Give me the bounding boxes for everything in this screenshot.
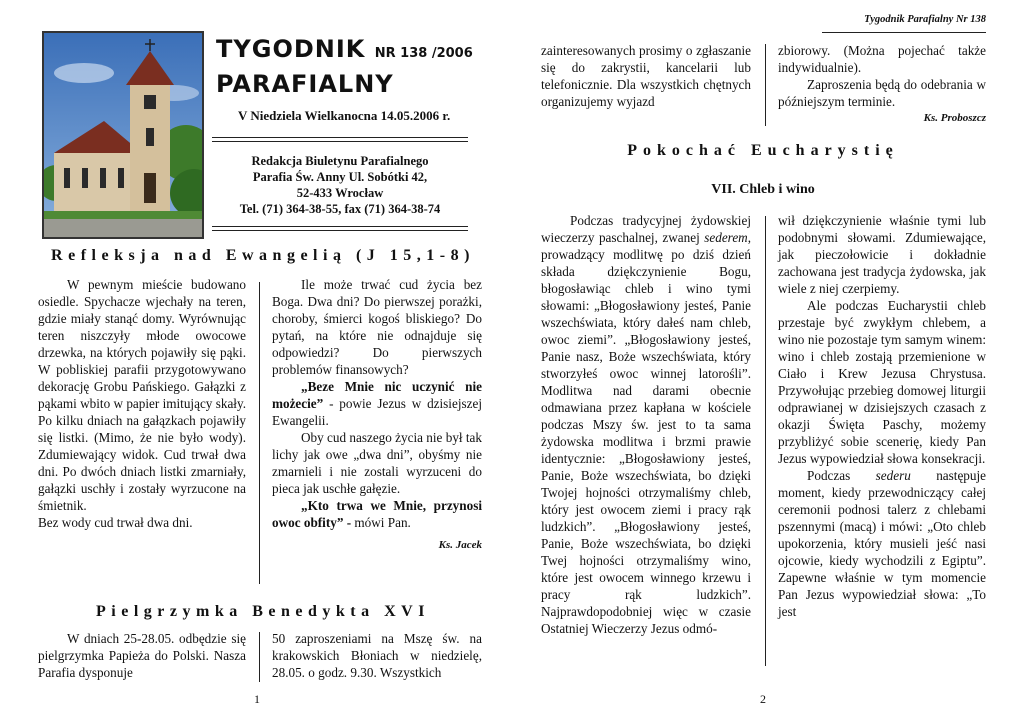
editorial-line-2: Parafia Św. Anny Ul. Sobótki 42, [252, 170, 428, 184]
page-number-1: 1 [254, 692, 260, 706]
pilgrimage-paragraph-2: 50 zaproszeniami na Mszę św. na krakowskich Błoniach w niedzielę, 28.05. o godz. 9.30. Wszystkich [272, 631, 482, 680]
reflection-paragraph-2: Bez wody cud trwał dwa dni. [38, 515, 193, 530]
reflection-paragraph-1: W pewnym mieście budowano osiedle. Spychacze wjechały na teren, gdzie miały stanąć domy. Wyrównując teren niszczyły młode owocowe drzewka, na których pojawiły się pąki. W pobliskiej parafii przygotowywano dekorację Grobu Pańskiego. Gałązki z pąkami wbito w papier imitujący skały. Po kilku dniach na gałązkach pojawiły się listki. (Mimo, że nie było wody). Zdumiewający widok. Cud trwał dwa dni. Po dwóch dniach listki zmarniały, gałązki uschły i zostały wyrzucone na śmietnik. [38, 277, 246, 513]
article-subtitle: VII. Chleb i wino [711, 182, 815, 197]
quote-bold-2: „Kto trwa we Mnie, przynosi owoc obfity” - [272, 498, 482, 530]
church-photo [42, 31, 204, 239]
reflection-col2-paragraph-4 [272, 497, 482, 531]
quote-bold-1: „Beze Mnie nic uczynić nie możecie” [272, 379, 482, 411]
column-rule-left-1 [259, 282, 260, 584]
quote-rest-2: mówi Pan. [351, 515, 411, 530]
reflection-col2-paragraph-2 [272, 378, 482, 429]
article-col2-paragraph-2: Ale podczas Eucharystii chleb przestaje być zwykłym chlebem, a wino nie pozostaje tym samym winem: wino i chleb zostają przemienione w Ciało i Krew Jezusa Chrystusa. Przywołując przebieg domowej liturgii odprawianej w dzisiejszych czasach z okazji Święta Paschy, możemy przybliżyć sobie scenerię, kiedy Pan Jezus wypowiedział słowa konsekracji. [778, 298, 986, 466]
article-title: Pokochać Eucharystię [627, 142, 899, 159]
running-header: Tygodnik Parafialny Nr 138 [864, 14, 986, 25]
article-paragraph-1 [541, 212, 751, 637]
column-rule-right-main [765, 216, 766, 666]
top-column-2 [778, 42, 986, 127]
pilgrimage-column-1 [38, 630, 246, 681]
column-rule-right-top [765, 44, 766, 126]
article-col2-paragraph-1: wił dziękczynienie właśnie tymi lub podobnymi słowami. Zdumiewające, jak pieczołowicie i dokładnie zachowana jest tradycja żydowska, jak wiele z niej czerpiemy. [778, 213, 986, 296]
running-header-rule [822, 32, 986, 33]
article-text-b: , prowadzący modlitwę po dziś dzień składa dziękczynienie Bogu, błogosławiąc chleb i wino tymi słowami: „Błogosławiony jesteś, Panie wszechświata, który dałeś nam chleb, owoc ziemi”. „Błogosławiony jesteś, Panie nasz, Boże wszechświata, który stworzyłeś owoc winnej latorośli”. Modlitwa nad darami obecnie odmawiana przez kapłana w kościele podczas Mszy św. jest to ta sama żydowska modlitwa i brzmi prawie identycznie: „Błogosławiony jesteś, Panie, Boże wszechświata, bo dzięki Twojej hojności otrzymaliśmy chleb, który jest owocem ziemi i pracy rąk ludzkich”. „Błogosławiony jesteś, Panie, Boże wszechświata, bo dzięki Twej hojności otrzymaliśmy wino, które jest owocem winnego krzewu i pracy rąk ludzkich”. Najprawdopodobniej więc w czasie Ostatniej Wieczerzy Jezus odmó- [541, 230, 751, 636]
pilgrimage-column-2 [272, 630, 482, 681]
issue-number: NR 138 /2006 [374, 46, 473, 61]
top-paragraph-1: zainteresowanych prosimy o zgłaszanie się do zakrystii, kancelarii lub telefonicznie. Dla wszystkich chętnych organizujemy wyjazd [541, 43, 751, 109]
quote-rest-1: - powie Jezus w dzisiejszej Ewangelii. [272, 396, 482, 428]
section-title-pilgrimage: Pielgrzymka Benedykta XVI [96, 603, 430, 620]
top-paragraph-2: zbiorowy. (Można pojechać także indywidualnie). [778, 43, 986, 75]
pilgrimage-paragraph-1: W dniach 25-28.05. odbędzie się pielgrzymka Papieża do Polski. Nasza Parafia dysponuje [38, 631, 246, 680]
editorial-line-3: 52-433 Wrocław [296, 186, 384, 200]
editorial-info [214, 153, 466, 217]
section-title-reflection: Refleksja nad Ewangelią (J 15,1-8) [51, 247, 475, 264]
article-column-2 [778, 212, 986, 620]
reflection-column-1 [38, 276, 246, 531]
divider-double-top [212, 137, 468, 142]
article-emphasis-seder: sederem [704, 230, 748, 245]
church-illustration [44, 33, 202, 237]
signature-ks-jacek: Ks. Jacek [438, 539, 482, 551]
article-col2-text-b: następuje moment, kiedy przewodniczący całej ceremonii podnosi talerz z chlebami pszennymi (macą) i mówi: „Oto chleb upokorzenia, który musieli jeść nasi ojcowie, kiedy wychodzili z Egiptu”. Zapewne właśnie w tym momencie Pan Jezus wypowiedział słowa: „To jest [778, 468, 986, 619]
editorial-line-4: Tel. (71) 364-38-55, fax (71) 364-38-74 [239, 202, 441, 216]
page-number-2: 2 [760, 692, 766, 706]
masthead-title-line2: PARAFIALNY [216, 70, 394, 98]
article-col2-paragraph-3 [778, 467, 986, 620]
column-rule-left-2 [259, 632, 260, 682]
top-paragraph-3: Zaproszenia będą do odebrania w późniejszym terminie. [778, 77, 986, 109]
article-emphasis-sederu: sederu [875, 468, 911, 483]
divider-double-bottom [212, 226, 468, 231]
article-col2-text-a: Podczas [807, 468, 876, 483]
signature-ks-proboszcz: Ks. Proboszcz [923, 112, 986, 124]
masthead [216, 34, 486, 99]
top-column-1 [541, 42, 751, 110]
reflection-col2-paragraph-3: Oby cud naszego życia nie był tak lichy jak owe „dwa dni”, obyśmy nie zmarnieli i nie zostali wyrzuceni do pieca jak uschłe gałęzie. [272, 430, 482, 496]
article-text-a: Podczas tradycyjnej żydowskiej wieczerzy paschalnej, zwanej [541, 213, 751, 245]
masthead-title-line1: TYGODNIK [216, 35, 366, 63]
reflection-column-2 [272, 276, 482, 554]
date-line: V Niedziela Wielkanocna 14.05.2006 r. [238, 108, 451, 123]
editorial-line-1: Redakcja Biuletynu Parafialnego [251, 154, 429, 168]
reflection-col2-paragraph-1: Ile może trwać cud życia bez Boga. Dwa dni? Do pierwszej porażki, choroby, śmierci kogoś bliskiego? Do pytań, na które nie odnajduje się odpowiedzi? Do pierwszych problemów finansowych? [272, 277, 482, 377]
article-column-1 [541, 212, 751, 637]
